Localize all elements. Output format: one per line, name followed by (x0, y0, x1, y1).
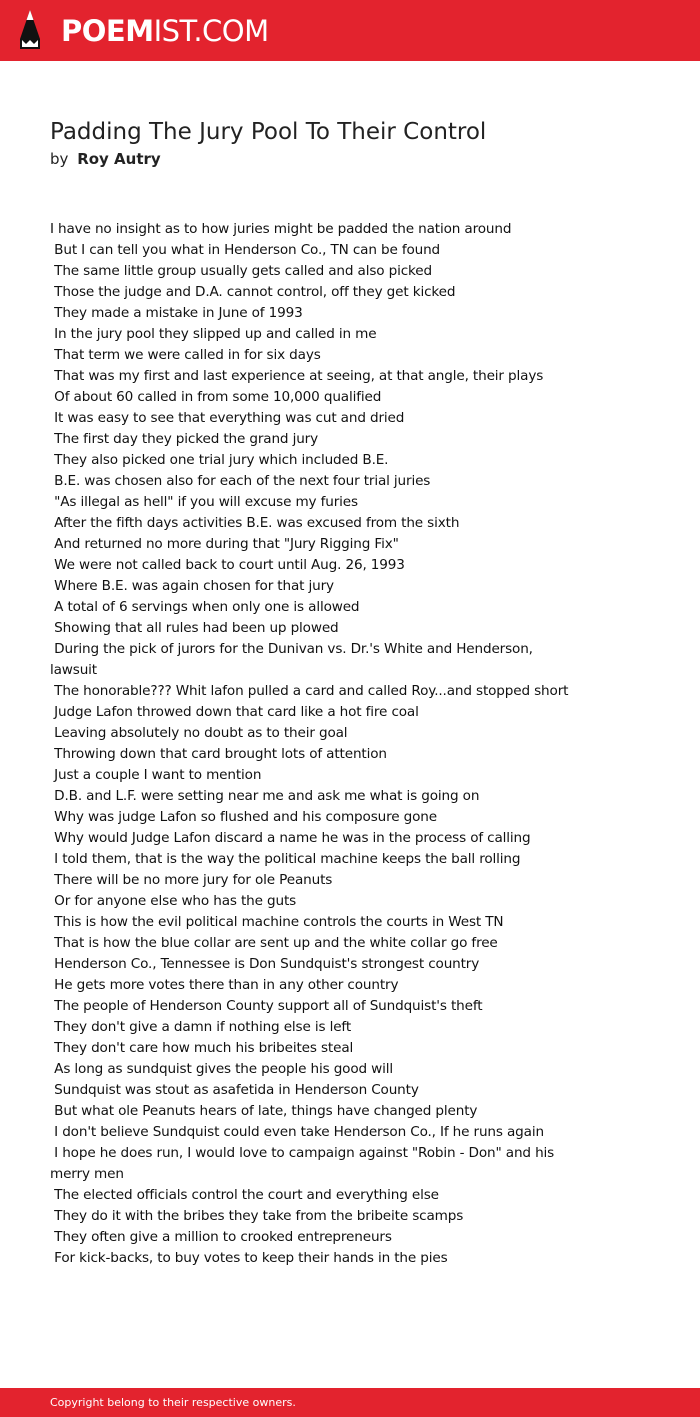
poem-line: As long as sundquist gives the people his good will (50, 1061, 394, 1077)
poem-line: But I can tell you what in Henderson Co., TN can be found (50, 242, 441, 258)
by-label: by (50, 150, 69, 168)
poem-line: They also picked one trial jury which included B.E. (50, 452, 389, 468)
poem-line: The same little group usually gets called and also picked (50, 263, 432, 279)
poem-line: They often give a million to crooked entrepreneurs (50, 1229, 392, 1245)
poem-line: The first day they picked the grand jury (50, 431, 319, 447)
poem-line: I have no insight as to how juries might be padded the nation around (50, 221, 512, 237)
brand-light: IST.COM (153, 14, 269, 48)
poem-line: Leaving absolutely no doubt as to their goal (50, 725, 348, 741)
poem-line: During the pick of jurors for the Dunivan vs. Dr.'s White and Henderson, lawsuit (50, 641, 538, 678)
poem-line: D.B. and L.F. were setting near me and ask me what is going on (50, 788, 480, 804)
poem-line: I don't believe Sundquist could even take Henderson Co., If he runs again (50, 1124, 544, 1140)
poem-line: I told them, that is the way the political machine keeps the ball rolling (50, 851, 521, 867)
site-logo[interactable] (61, 13, 269, 49)
poem-line: They made a mistake in June of 1993 (50, 305, 303, 321)
site-footer (0, 1388, 700, 1417)
poem-body (50, 219, 570, 1269)
poem-line: "As illegal as hell" if you will excuse my furies (50, 494, 358, 510)
poem-line: Or for anyone else who has the guts (50, 893, 297, 909)
poem-line: Throwing down that card brought lots of attention (50, 746, 387, 762)
poem-line: A total of 6 servings when only one is allowed (50, 599, 360, 615)
poem-title: Padding The Jury Pool To Their Control (50, 119, 487, 145)
poem-line: Of about 60 called in from some 10,000 qualified (50, 389, 382, 405)
poem-line: Sundquist was stout as asafetida in Henderson County (50, 1082, 419, 1098)
poem-line: That term we were called in for six days (50, 347, 321, 363)
poem-line: Where B.E. was again chosen for that jury (50, 578, 334, 594)
poem-line: The elected officials control the court and everything else (50, 1187, 439, 1203)
poem-line: Why would Judge Lafon discard a name he was in the process of calling (50, 830, 531, 846)
poem-line: He gets more votes there than in any other country (50, 977, 399, 993)
copyright-text: Copyright belong to their respective owners. (50, 1396, 296, 1409)
poem-line: That was my first and last experience at seeing, at that angle, their plays (50, 368, 544, 384)
poem-line: They do it with the bribes they take from the bribeite scamps (50, 1208, 464, 1224)
poem-line: That is how the blue collar are sent up and the white collar go free (50, 935, 498, 951)
poem-line: Why was judge Lafon so flushed and his composure gone (50, 809, 437, 825)
brand-bold: POEM (61, 14, 154, 48)
site-header (0, 0, 700, 61)
poem-line: It was easy to see that everything was cut and dried (50, 410, 405, 426)
pencil-tip-icon[interactable] (18, 9, 42, 51)
poem-line: The people of Henderson County support all of Sundquist's theft (50, 998, 483, 1014)
poem-line: But what ole Peanuts hears of late, things have changed plenty (50, 1103, 478, 1119)
poem-line: B.E. was chosen also for each of the next four trial juries (50, 473, 431, 489)
poem-line: This is how the evil political machine controls the courts in West TN (50, 914, 504, 930)
poem-line: In the jury pool they slipped up and called in me (50, 326, 377, 342)
poem-line: And returned no more during that "Jury Rigging Fix" (50, 536, 399, 552)
poem-line: Those the judge and D.A. cannot control, off they get kicked (50, 284, 456, 300)
poem-line: For kick-backs, to buy votes to keep their hands in the pies (50, 1250, 448, 1266)
poem-line: We were not called back to court until Aug. 26, 1993 (50, 557, 405, 573)
poem-line: They don't care how much his bribeites steal (50, 1040, 354, 1056)
author-link[interactable]: Roy Autry (77, 150, 161, 168)
poem-line: After the fifth days activities B.E. was excused from the sixth (50, 515, 460, 531)
poem-line: They don't give a damn if nothing else is left (50, 1019, 352, 1035)
poem-line: The honorable??? Whit lafon pulled a card and called Roy...and stopped short (50, 683, 569, 699)
poem-line: Judge Lafon throwed down that card like a hot fire coal (50, 704, 419, 720)
poem-line: Just a couple I want to mention (50, 767, 262, 783)
poem-line: I hope he does run, I would love to campaign against "Robin - Don" and his merry men (50, 1145, 559, 1182)
byline (50, 148, 161, 170)
poem-line: There will be no more jury for ole Peanuts (50, 872, 333, 888)
poem-line: Henderson Co., Tennessee is Don Sundquist's strongest country (50, 956, 480, 972)
poem-line: Showing that all rules had been up plowed (50, 620, 339, 636)
